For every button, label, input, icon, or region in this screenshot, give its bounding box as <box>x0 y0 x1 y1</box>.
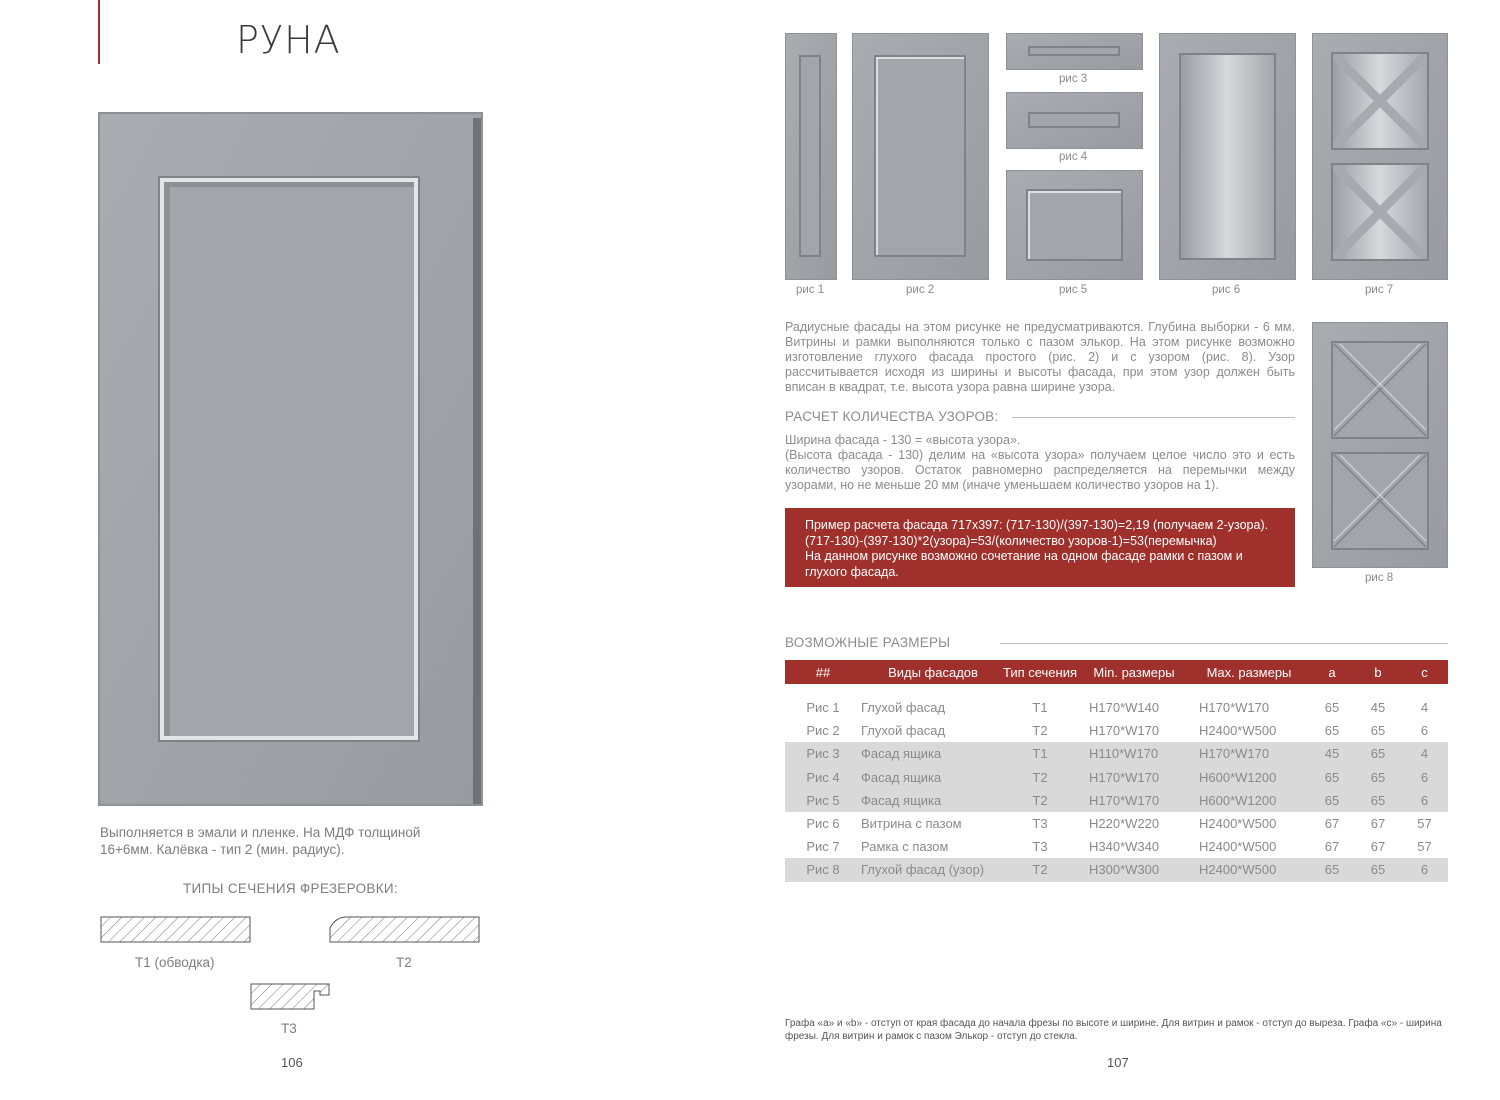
table-cell: Рис 1 <box>806 700 840 716</box>
table-cell: 67 <box>1370 816 1386 832</box>
table-cell: 65 <box>1324 723 1340 739</box>
table-cell: 6 <box>1420 862 1429 878</box>
table-cell: Рамка с пазом <box>861 839 949 855</box>
figure-7-image <box>1312 33 1448 280</box>
figure-1-label: рис 1 <box>796 284 825 296</box>
table-cell: 65 <box>1370 792 1386 808</box>
table-cell: H170*W140 <box>1089 700 1160 716</box>
table-cell: Витрина с пазом <box>861 816 962 832</box>
header-cell: b <box>1374 664 1382 680</box>
example-line-1: Пример расчета фасада 717х397: (717-130)/(397-130)=2,19 (получаем 2-узора). <box>805 518 1269 532</box>
table-cell: Т3 <box>1032 839 1048 855</box>
table-cell: Т2 <box>1032 862 1048 878</box>
table-cell: Рис 7 <box>806 839 840 855</box>
figure-4-image <box>1006 92 1143 149</box>
page-number-left: 106 <box>281 1055 303 1070</box>
table-cell: Т1 <box>1032 746 1048 762</box>
page-number-right: 107 <box>1107 1055 1129 1070</box>
calc-heading: РАСЧЕТ КОЛИЧЕСТВА УЗОРОВ: <box>785 409 999 424</box>
figure-5-label: рис 5 <box>1059 284 1088 296</box>
table-cell: Рис 5 <box>806 792 840 808</box>
table-cell: H600*W1200 <box>1199 769 1277 785</box>
table-cell: 65 <box>1370 746 1386 762</box>
table-cell: 57 <box>1417 839 1432 855</box>
door-facade-image <box>98 112 483 806</box>
table-cell: H2400*W500 <box>1199 723 1277 739</box>
table-cell: Т1 <box>1032 700 1048 716</box>
table-cell: 65 <box>1324 862 1340 878</box>
page-title: РУНА <box>236 18 341 62</box>
table-cell: 65 <box>1370 723 1386 739</box>
figure-2-image <box>852 33 989 280</box>
figure-3-label: рис 3 <box>1059 73 1088 85</box>
table-cell: Рис 3 <box>806 746 840 762</box>
table-cell: H300*W300 <box>1089 862 1160 878</box>
table-row <box>785 858 1448 881</box>
accent-bar <box>98 0 100 64</box>
figure-2-label: рис 2 <box>906 284 935 296</box>
table-cell: 4 <box>1420 700 1429 716</box>
calc-line-2: (Высота фасада - 130) делим на «высота узора» получаем целое число это и есть количество узоров. Остаток равномерно распределяется на перемычки между узорами, но не меньше 20 мм (иначе уменьшаем количество узоров на 1). <box>785 448 1295 492</box>
table-row <box>785 696 1448 719</box>
header-cell: a <box>1328 664 1336 680</box>
figure-8-image <box>1312 322 1448 568</box>
table-cell: 6 <box>1420 792 1429 808</box>
table-cell: Фасад ящика <box>861 746 942 762</box>
calc-text <box>785 433 1295 493</box>
header-cell: Тип сечения <box>1002 664 1078 680</box>
divider <box>1000 643 1448 644</box>
table-row <box>785 766 1448 789</box>
table-cell: 45 <box>1370 700 1386 716</box>
table-cell: 67 <box>1370 839 1386 855</box>
figure-5-image <box>1006 170 1143 280</box>
table-row <box>785 789 1448 812</box>
table-cell: Фасад ящика <box>861 769 942 785</box>
table-cell: H170*W170 <box>1089 723 1160 739</box>
header-cell: c <box>1421 664 1428 680</box>
table-cell: H220*W220 <box>1089 816 1160 832</box>
figure-6-image <box>1159 33 1296 280</box>
figure-6-label: рис 6 <box>1212 284 1241 296</box>
table-cell: H170*W170 <box>1199 700 1270 716</box>
table-cell: H170*W170 <box>1199 746 1270 762</box>
table-cell: Т3 <box>1032 816 1048 832</box>
profile-t1-label: Т1 (обводка) <box>135 955 215 970</box>
intro-text: Радиусные фасады на этом рисунке не предусматриваются. Глубина выборки - 6 мм. Витрины и рамки выполняются только с пазом элькор. На этом рисунке возможно изготовление глухого фасада простого (рис. 2) и с узором (рис. 8). Узор рассчитывается исходя из ширины и высоты фасада, при этом узор должен быть вписан в квадрат, т.е. высота узора равна ширине узора. <box>785 320 1295 394</box>
header-cell: ## <box>815 664 831 680</box>
facade-description: Выполняется в эмали и пленке. На МДФ толщиной 16+6мм. Калёвка - тип 2 (мин. радиус). <box>100 825 421 857</box>
table-row <box>785 719 1448 742</box>
table-cell: 65 <box>1324 792 1340 808</box>
header-cell: Виды фасадов <box>888 664 978 680</box>
sizes-table <box>785 660 1448 882</box>
table-cell: H340*W340 <box>1089 839 1160 855</box>
sizes-heading: ВОЗМОЖНЫЕ РАЗМЕРЫ <box>785 635 951 650</box>
table-cell: H170*W170 <box>1089 769 1160 785</box>
example-line-2: (717-130)-(397-130)*2(узора)=53/(количество узоров-1)=53(перемычка) <box>805 533 1217 548</box>
table-cell: Рис 6 <box>806 816 840 832</box>
profile-t3-drawing <box>250 983 330 1011</box>
table-cell: H2400*W500 <box>1199 816 1277 832</box>
table-cell: Т2 <box>1032 723 1048 739</box>
header-cell: Min. размеры <box>1093 664 1175 680</box>
table-cell: 67 <box>1324 816 1340 832</box>
table-body <box>785 696 1448 882</box>
table-cell: 65 <box>1324 769 1340 785</box>
table-cell: 65 <box>1324 700 1340 716</box>
profile-t3-label: Т3 <box>281 1021 297 1036</box>
table-cell: 65 <box>1370 769 1386 785</box>
table-header <box>785 660 1448 684</box>
table-row <box>785 835 1448 858</box>
table-cell: 65 <box>1370 862 1386 878</box>
profile-t2-drawing <box>329 916 481 944</box>
header-cell: Max. размеры <box>1206 664 1292 680</box>
figure-1-image <box>785 33 837 280</box>
table-cell: Рис 8 <box>806 862 840 878</box>
table-cell: Рис 2 <box>806 723 840 739</box>
table-cell: 6 <box>1420 769 1429 785</box>
example-line-3: На данном рисунке возможно сочетание на одном фасаде рамки с пазом и глухого фасада. <box>805 549 1243 579</box>
table-cell: Глухой фасад (узор) <box>861 862 985 878</box>
figure-8-label: рис 8 <box>1365 572 1394 584</box>
divider <box>1012 417 1295 418</box>
table-cell: 6 <box>1420 723 1429 739</box>
table-cell: Т2 <box>1032 769 1048 785</box>
figure-3-image <box>1006 33 1143 70</box>
table-row <box>785 812 1448 835</box>
table-cell: H600*W1200 <box>1199 792 1277 808</box>
table-cell: Глухой фасад <box>861 723 946 739</box>
profile-t1-drawing <box>100 916 252 944</box>
table-cell: H2400*W500 <box>1199 862 1277 878</box>
table-cell: H2400*W500 <box>1199 839 1277 855</box>
table-cell: Фасад ящика <box>861 792 942 808</box>
table-cell: 57 <box>1417 816 1432 832</box>
example-callout <box>785 508 1295 587</box>
table-cell: H110*W170 <box>1089 746 1159 762</box>
table-cell: Глухой фасад <box>861 700 946 716</box>
table-cell: 4 <box>1420 746 1429 762</box>
figure-7-label: рис 7 <box>1365 284 1394 296</box>
profile-types-heading: ТИПЫ СЕЧЕНИЯ ФРЕЗЕРОВКИ: <box>183 881 398 896</box>
table-row <box>785 742 1448 765</box>
table-cell: Рис 4 <box>806 769 840 785</box>
profile-t2-label: Т2 <box>396 955 412 970</box>
table-cell: 67 <box>1324 839 1340 855</box>
figure-4-label: рис 4 <box>1059 151 1088 163</box>
table-cell: 45 <box>1324 746 1340 762</box>
table-cell: H170*W170 <box>1089 792 1160 808</box>
footnote: Графа «а» и «b» - отступ от края фасада до начала фрезы по высоте и ширине. Для витрин и рамок - отступ до выреза. Графа «с» - ширина фрезы. Для витрин и рамок с пазом Элькор - отступ до стекла. <box>785 1018 1442 1042</box>
table-cell: Т2 <box>1032 792 1048 808</box>
calc-line-1: Ширина фасада - 130 = «высота узора». <box>785 433 1021 447</box>
